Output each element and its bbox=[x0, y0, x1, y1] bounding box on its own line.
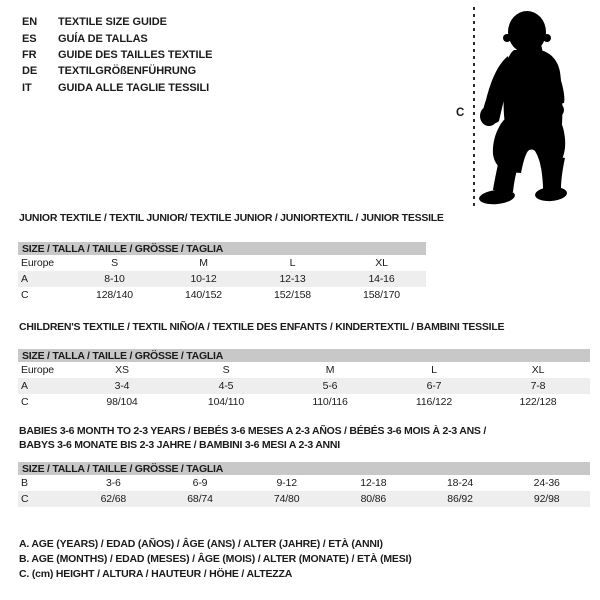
babies-size-table bbox=[18, 462, 590, 507]
size-cell: L bbox=[289, 257, 296, 269]
value-cell: 80/86 bbox=[360, 493, 387, 505]
lang-text: GUIDA ALLE TAGLIE TESSILI bbox=[58, 81, 210, 94]
row-label: Europe bbox=[21, 364, 54, 376]
lang-text: TEXTILGRÖßENFÜHRUNG bbox=[58, 65, 197, 78]
row-label: A bbox=[21, 380, 28, 392]
babies-title-line1: BABIES 3-6 MONTH TO 2-3 YEARS / BEBÉS 3-6 MESES A 2-3 AÑOS / BÉBÉS 3-6 MOIS À 2-3 ANS / bbox=[19, 425, 487, 437]
size-cell: XS bbox=[115, 364, 129, 376]
value-cell: 14-16 bbox=[368, 273, 395, 285]
value-cell: 7-8 bbox=[530, 380, 546, 392]
value-cell: 98/104 bbox=[106, 396, 138, 408]
legend-item-b: B. AGE (MONTHS) / EDAD (MESES) / ÂGE (MOIS) / ALTER (MONATE) / ETÀ (MESI) bbox=[19, 552, 412, 565]
table-row bbox=[18, 491, 590, 507]
lang-code: ES bbox=[22, 32, 37, 45]
value-cell: 24-36 bbox=[533, 477, 560, 489]
row-label: Europe bbox=[21, 257, 54, 269]
lang-row-es bbox=[22, 30, 212, 46]
size-header-band: SIZE / TALLA / TAILLE / GRÖSSE / TAGLIA bbox=[18, 242, 426, 255]
value-cell: 74/80 bbox=[273, 493, 300, 505]
size-cell: XL bbox=[531, 364, 545, 376]
value-cell: 10-12 bbox=[190, 273, 217, 285]
value-cell: 110/116 bbox=[312, 396, 348, 408]
table-row bbox=[18, 378, 590, 394]
size-cell: L bbox=[431, 364, 437, 376]
row-label: C bbox=[21, 289, 29, 301]
junior-size-table bbox=[18, 242, 426, 303]
value-cell: 8-10 bbox=[104, 273, 125, 285]
value-cell: 12-13 bbox=[279, 273, 306, 285]
language-list bbox=[22, 14, 212, 96]
legend-item-c: C. (cm) HEIGHT / ALTURA / HAUTEUR / HÖHE / ALTEZZA bbox=[19, 568, 293, 581]
babies-title-line2: BABYS 3-6 MONATE BIS 2-3 JAHRE / BAMBINI 3-6 MESI A 2-3 ANNI bbox=[19, 439, 340, 451]
value-cell: 18-24 bbox=[446, 477, 474, 489]
value-cell: 68/74 bbox=[187, 493, 213, 505]
value-cell: 140/152 bbox=[185, 289, 222, 301]
value-cell: 4-5 bbox=[218, 380, 234, 392]
value-cell: 158/170 bbox=[363, 289, 400, 301]
children-table-title: CHILDREN'S TEXTILE / TEXTIL NIÑO/A / TEXTILE DES ENFANTS / KINDERTEXTIL / BAMBINI TESSILE bbox=[19, 321, 505, 333]
value-cell: 3-6 bbox=[105, 477, 121, 489]
lang-row-en bbox=[22, 14, 212, 30]
babies-table-title bbox=[19, 424, 486, 452]
value-cell: 104/110 bbox=[207, 396, 245, 408]
children-size-table bbox=[18, 349, 590, 410]
table-row bbox=[18, 475, 590, 491]
value-cell: 152/158 bbox=[274, 289, 311, 301]
table-row bbox=[18, 255, 426, 271]
table-row bbox=[18, 287, 426, 303]
lang-text: GUIDE DES TAILLES TEXTILE bbox=[58, 48, 213, 61]
measure-label-c: C bbox=[456, 107, 465, 119]
toddler-silhouette-icon bbox=[478, 8, 594, 210]
size-cell: M bbox=[199, 257, 208, 269]
lang-code: EN bbox=[22, 16, 38, 29]
value-cell: 6-7 bbox=[426, 380, 442, 392]
lang-row-de bbox=[22, 63, 212, 79]
value-cell: 9-12 bbox=[276, 477, 297, 489]
lang-row-it bbox=[22, 80, 212, 96]
value-cell: 122/128 bbox=[519, 396, 557, 408]
legend bbox=[19, 536, 412, 582]
size-header-band: SIZE / TALLA / TAILLE / GRÖSSE / TAGLIA bbox=[18, 349, 590, 362]
size-header-band: SIZE / TALLA / TAILLE / GRÖSSE / TAGLIA bbox=[18, 462, 590, 475]
row-label: C bbox=[21, 493, 29, 505]
lang-row-fr bbox=[22, 47, 212, 63]
value-cell: 128/140 bbox=[96, 289, 133, 301]
legend-item-a: A. AGE (YEARS) / EDAD (AÑOS) / ÂGE (ANS) / ALTER (JAHRE) / ETÀ (ANNI) bbox=[19, 537, 383, 550]
junior-table-title: JUNIOR TEXTILE / TEXTIL JUNIOR/ TEXTILE JUNIOR / JUNIORTEXTIL / JUNIOR TESSILE bbox=[19, 212, 444, 224]
height-measure-dashed-line bbox=[473, 7, 475, 208]
size-cell: M bbox=[325, 364, 335, 376]
value-cell: 5-6 bbox=[322, 380, 338, 392]
value-cell: 62/68 bbox=[100, 493, 127, 505]
size-cell: S bbox=[222, 364, 230, 376]
lang-code: FR bbox=[22, 48, 37, 61]
value-cell: 12-18 bbox=[360, 477, 387, 489]
row-label: B bbox=[21, 477, 28, 489]
table-row bbox=[18, 362, 590, 378]
row-label: A bbox=[21, 273, 28, 285]
value-cell: 92/98 bbox=[533, 493, 560, 505]
size-cell: XL bbox=[375, 257, 388, 269]
lang-code: DE bbox=[22, 65, 38, 78]
value-cell: 86/92 bbox=[447, 493, 473, 505]
lang-code: IT bbox=[22, 81, 32, 94]
table-row bbox=[18, 394, 590, 410]
table-row bbox=[18, 271, 426, 287]
row-label: C bbox=[21, 396, 29, 408]
value-cell: 3-4 bbox=[114, 380, 130, 392]
lang-text: TEXTILE SIZE GUIDE bbox=[58, 16, 167, 29]
value-cell: 116/122 bbox=[415, 396, 453, 408]
lang-text: GUÍA DE TALLAS bbox=[58, 32, 148, 45]
value-cell: 6-9 bbox=[192, 477, 208, 489]
size-cell: S bbox=[111, 257, 118, 269]
